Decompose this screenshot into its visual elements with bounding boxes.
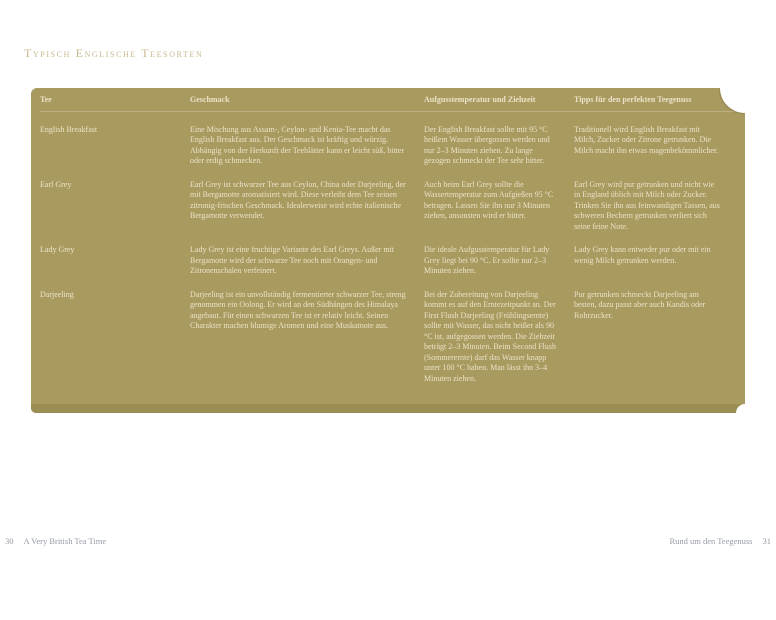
page-title: Typisch Englische Teesorten — [24, 46, 204, 60]
table-row — [40, 290, 735, 385]
column-header-brewing: Aufgusstemperatur und Ziehzeit — [424, 95, 536, 104]
table-row — [40, 180, 735, 233]
tea-name: English Breakfast — [40, 124, 98, 134]
tea-name: Lady Grey — [40, 245, 75, 254]
book-title: A Very British Tea Time — [23, 536, 107, 546]
brewing-cell: Auch beim Earl Grey sollte die Wassertemperatur zum Aufgießen 95 °C betragen. Lassen Sie ihn nur 3 Minuten ziehen, ansonsten wird er bitter. — [424, 179, 554, 220]
chapter-title: Rund um den Teegenuss — [669, 536, 753, 546]
tips-cell: Pur getrunken schmeckt Darjeeling am besten, dazu passt aber auch Kandis oder Rohrzucker. — [574, 289, 706, 320]
taste-cell: Earl Grey ist schwarzer Tee aus Ceylon, China oder Darjeeling, der mit Bergamotte aromatisiert wird. Diese verleiht dem Tee seinen zitronig-frischen Geschmack. Idealerweise wird echte italienische Bergamotte verwendet. — [190, 179, 406, 220]
footer-right — [669, 536, 771, 546]
column-header-tips: Tipps für den perfekten Teegenuss — [574, 95, 692, 104]
table-row — [40, 125, 735, 167]
table-row — [40, 245, 735, 277]
column-header-tea: Tee — [40, 95, 52, 104]
page-number-left: 30 — [5, 536, 14, 546]
tea-name: Earl Grey — [40, 179, 72, 189]
taste-cell: Darjeeling ist ein unvollständig fermentierter schwarzer Tee, streng genommen ein Oolong. Er wird an den Südhängen des Himalaya angebaut. Für einen schwarzen Tee ist er relativ leicht. Seinen Charakter machen blumige Aromen und eine Muskatnote aus. — [190, 289, 406, 330]
tea-name: Darjeeling — [40, 289, 74, 299]
tea-varieties-table — [31, 88, 745, 413]
table-header-row — [40, 95, 735, 112]
tips-cell: Traditionell wird English Breakfast mit Milch, Zucker oder Zitrone getrunken. Die Milch macht ihn etwas magenbekömmlicher. — [574, 124, 719, 155]
tips-cell: Earl Grey wird pur getrunken und nicht wie in England üblich mit Milch oder Zucker. Trinken Sie ihn aus feinwandigen Tassen, aus schweren Bechern getrunken verliert sich seine feine Note. — [574, 179, 720, 231]
column-header-taste: Geschmack — [190, 95, 230, 104]
brewing-cell: Die ideale Aufgusstemperatur für Lady Grey liegt bei 90 °C. Er sollte nur 2–3 Minuten ziehen. — [424, 245, 550, 275]
taste-cell: Eine Mischung aus Assam-, Ceylon- und Kenia-Tee macht das English Breakfast aus. Der Geschmack ist kräftig und würzig. Abhängig von der Herkunft der Teeblätter kann er leicht süß, bitter oder erdig schmecken. — [190, 124, 405, 165]
table-content — [31, 88, 745, 384]
page-number-right: 31 — [762, 536, 771, 546]
brewing-cell: Bei der Zubereitung von Darjeeling kommt es auf den Erntezeitpunkt an. Der First Flush Darjeeling (Frühlingsernte) sollte mit Wasser, das nicht heißer als 90 °C ist, aufgegossen werden. Die Ziehzeit beträgt 2–3 Minuten. Beim Second Flush (Sommerernte) darf das Wasser knapp unter 100 °C haben. Man lässt ihn 3–4 Minuten ziehen. — [424, 289, 556, 383]
taste-cell: Lady Grey ist eine fruchtige Variante des Earl Greys. Außer mit Bergamotte wird der schwarze Tee noch mit Orangen- und Zitronenschalen verfeinert. — [190, 245, 395, 275]
tips-cell: Lady Grey kann entweder pur oder mit ein wenig Milch getrunken werden. — [574, 245, 711, 265]
table-bottom-edge — [31, 404, 745, 413]
brewing-cell: Der English Breakfast sollte mit 95 °C heißem Wasser übergossen werden und nur 2–3 Minuten ziehen. Zu lange gezogen schmeckt der Tee sehr bitter. — [424, 124, 550, 165]
footer-left — [5, 536, 106, 546]
